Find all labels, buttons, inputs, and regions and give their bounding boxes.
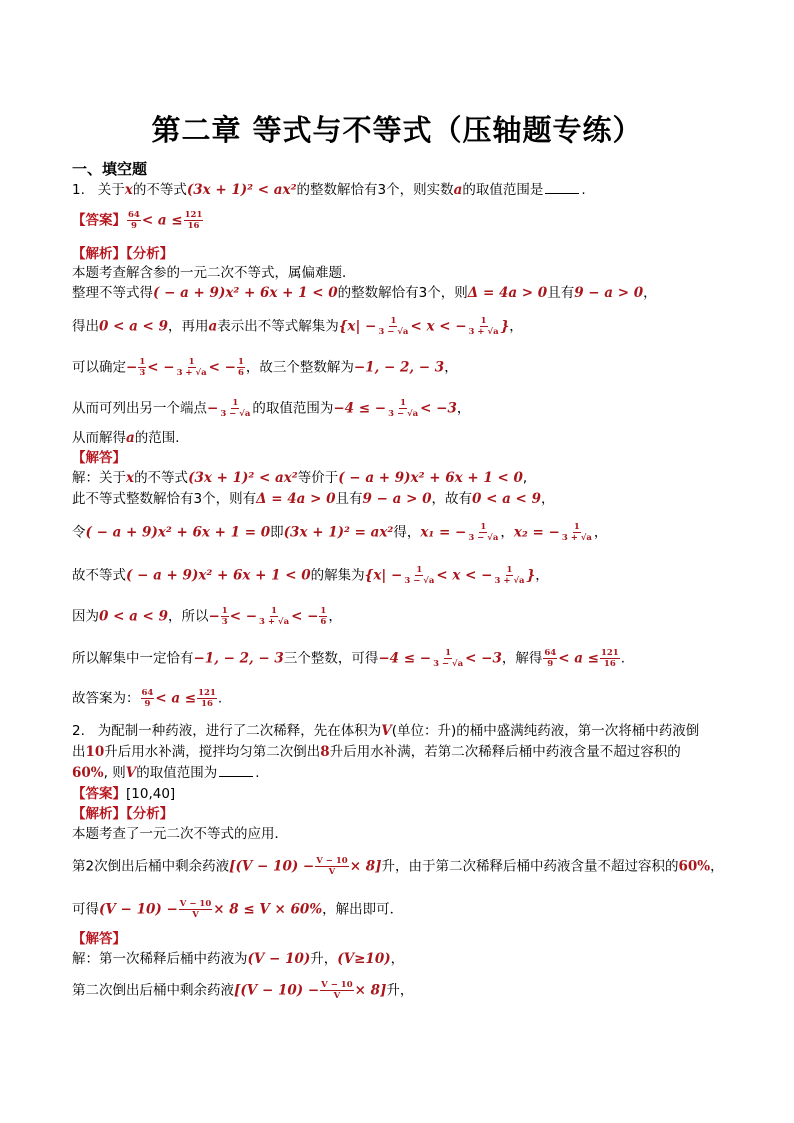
q2-solution-tag: 【解答】 bbox=[72, 931, 126, 947]
q1-analysis-2: 整理不等式得( − a + 9)x² + 6x + 1 < 0的整数解恰有3个，则Δ = 4a > 0且有9 − a > 0， bbox=[72, 285, 657, 301]
q1-solution-7: 故答案为： $\frac{64}{9}$ < a ≤ $\frac{121}{16}$ . bbox=[72, 688, 223, 709]
q2-analysis-1: 本题考查了一元二次不等式的应用． bbox=[72, 826, 288, 842]
q1-solution-tag: 【解答】 bbox=[72, 450, 126, 466]
fraction: $\frac{64}{9}$ bbox=[128, 210, 140, 231]
q1-solution-6: 所以解集中一定恰有−1, − 2, − 3三个整数，可得−4 ≤ − $\frac{1}{3 - √a}$ < −3，解得 $\frac{64}{9}$ < a ≤ $\frac{121}{16}$ . bbox=[72, 648, 626, 669]
q1-solution-4: 故不等式( − a + 9)x² + 6x + 1 < 0的解集为{x| − $\frac{1}{3 - √a}$ < x < − $\frac{1}{3 + √a}$ }， bbox=[72, 565, 549, 586]
fraction: $\frac{121}{16}$ bbox=[184, 210, 203, 231]
q1-solution-3: 令( − a + 9)x² + 6x + 1 = 0即(3x + 1)² = ax²得，x₁ = − $\frac{1}{3 - √a}$ ，x₂ = − $\frac{1}{3 + √a}$ ， bbox=[72, 522, 608, 543]
q1-solution-2: 此不等式整数解恰有3个，则有Δ = 4a > 0且有9 − a > 0，故有0 < a < 9， bbox=[72, 491, 555, 507]
q1-answer: 【答案】 $\frac{64}{9}$ < a ≤ $\frac{121}{16}$ bbox=[72, 210, 203, 231]
q1-analysis-3: 得出0 < a < 9，再用a表示出不等式解集为{x| − $\frac{1}{3 - √a}$ < x < − $\frac{1}{3 + √a}$ }， bbox=[72, 316, 523, 337]
q1-analysis-4: 可以确定− $\frac{1}{3}$ < − $\frac{1}{3 + √a}$ < − $\frac{1}{6}$ ，故三个整数解为−1, − 2, − 3， bbox=[72, 357, 458, 378]
q2-solution-2: 第二次倒出后桶中剩余药液[(V − 10) − $\frac{V - 10}{V}$ × 8]升， bbox=[72, 980, 414, 1001]
section-heading: 一、填空题 bbox=[72, 160, 148, 178]
q1-analysis-5: 从而可列出另一个端点− $\frac{1}{3 - √a}$ 的取值范围为−4 ≤ − $\frac{1}{3 - √a}$ < −3， bbox=[72, 398, 471, 419]
q1-stem: 1. 关于x的不等式(3x + 1)² < ax²的整数解恰有3个，则实数a的取值范围是 . bbox=[72, 182, 586, 198]
q1-solution-1: 解：关于x的不等式(3x + 1)² < ax²等价于( − a + 9)x² + 6x + 1 < 0, bbox=[72, 470, 528, 486]
answer-blank[interactable] bbox=[545, 181, 579, 194]
q1-analysis-1: 本题考查解含参的一元二次不等式，属偏难题． bbox=[72, 265, 356, 281]
answer-blank[interactable] bbox=[219, 764, 253, 777]
q2-analysis-2: 第2次倒出后桶中剩余药液[(V − 10) − $\frac{V - 10}{V}$ × 8]升，由于第二次稀释后桶中药液含量不超过容积的60%， bbox=[72, 856, 724, 877]
q2-answer: 【答案】[10,40] bbox=[72, 786, 176, 802]
q2-stem-1: 2. 为配制一种药液，进行了二次稀释，先在体积为V(单位：升)的桶中盛满纯药液，第一次将桶中药液倒 bbox=[72, 723, 700, 739]
q2-solution-1: 解：第一次稀释后桶中药液为(V − 10)升，(V≥10)， bbox=[72, 951, 405, 967]
page-title: 第二章 等式与不等式（压轴题专练） bbox=[151, 113, 643, 147]
q1-analysis-6: 从而解得a的范围． bbox=[72, 430, 189, 446]
q1-solution-5: 因为0 < a < 9，所以− $\frac{1}{3}$ < − $\frac{1}{3 + √a}$ < − $\frac{1}{6}$ ， bbox=[72, 606, 342, 627]
q2-stem-3: 60%, 则V的取值范围为 . bbox=[72, 765, 260, 781]
q1-analysis-tag: 【解析】【分析】 bbox=[72, 246, 174, 262]
q2-stem-2: 出10升后用水补满，搅拌均匀第二次倒出8升后用水补满，若第二次稀释后桶中药液含量不超过容积的 bbox=[72, 744, 681, 760]
q2-analysis-tag: 【解析】【分析】 bbox=[72, 806, 174, 822]
q2-analysis-3: 可得(V − 10) − $\frac{V - 10}{V}$ × 8 ≤ V × 60%，解出即可． bbox=[72, 899, 404, 920]
